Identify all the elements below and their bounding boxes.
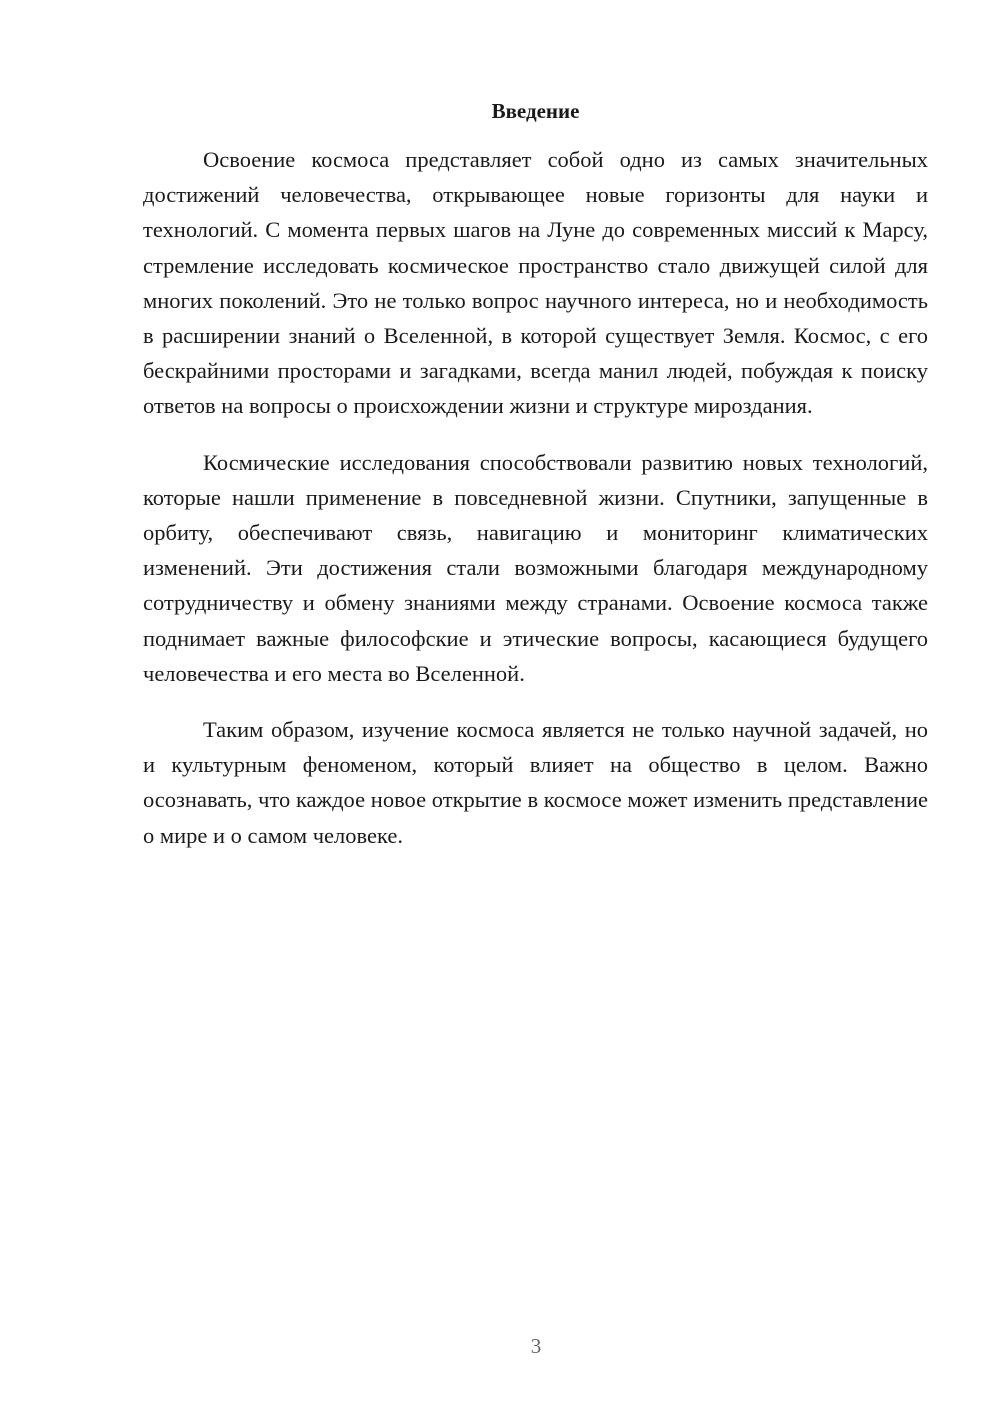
paragraph-1: Освоение космоса представляет собой одно из самых значительных достижений человечества, открывающее новые горизонты для науки и технологий. С момента первых шагов на Луне до современных миссий к Марсу, стремление исследовать космическое пространство стало движущей силой для многих поколений. Это не только вопрос научного интереса, но и необходимость в расширении знаний о Вселенной, в которой существует Земля. Космос, с его бескрайними просторами и загадками, всегда манил людей, побуждая к поиску ответов на вопросы о происхождении жизни и структуре мироздания. — [143, 147, 928, 419]
paragraph-3: Таким образом, изучение космоса является не только научной задачей, но и культурным феноменом, который влияет на общество в целом. Важно осознавать, что каждое новое открытие в космосе может изменить представление о мире и о самом человеке. — [143, 717, 928, 848]
paragraph-2: Космические исследования способствовали развитию новых технологий, которые нашли применение в повседневной жизни. Спутники, запущенные в орбиту, обеспечивают связь, навигацию и мониторинг климатических изменений. Эти достижения стали возможными благодаря международному сотрудничеству и обмену знаниями между странами. Освоение космоса также поднимает важные философские и этические вопросы, касающиеся будущего человечества и его места во Вселенной. — [143, 449, 928, 686]
section-heading: Введение — [491, 99, 580, 123]
body-text — [143, 142, 928, 874]
page-number: 3 — [530, 1334, 542, 1358]
